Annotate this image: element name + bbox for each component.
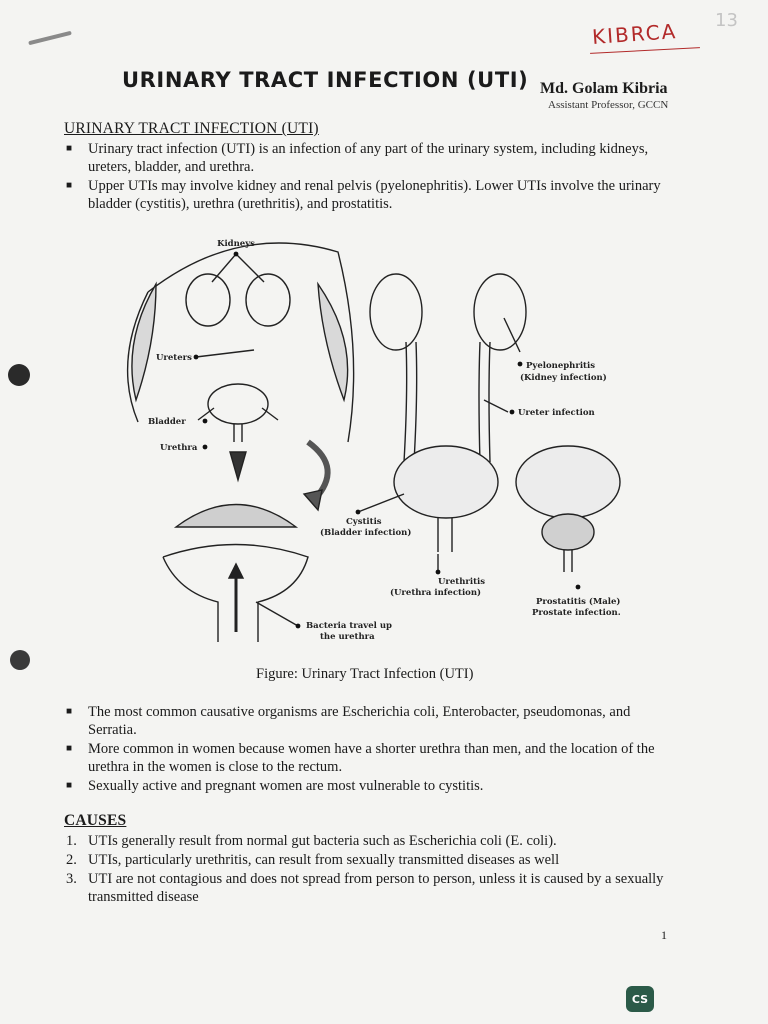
list-item: ■ More common in women because women have a shorter urethra than men, and the location of the urethra in the women is close to the rectum. <box>66 741 655 775</box>
bladder-right <box>394 446 498 518</box>
section-heading-causes: CAUSES <box>64 812 127 829</box>
label-urethra: Urethra <box>160 443 198 453</box>
bullet-icon: ■ <box>66 143 73 154</box>
list-item: ■ Upper UTIs may involve kidney and renal pelvis (pyelonephritis). Lower UTIs involve the urinary bladder (cystitis), urethra (urethritis), and prostatitis. <box>66 178 661 212</box>
list-item: 2. UTIs, particularly urethritis, can result from sexually transmitted diseases as well <box>66 852 560 868</box>
ureter-left <box>404 342 407 462</box>
document-title: URINARY TRACT INFECTION (UTI) <box>122 68 529 92</box>
ureter-right <box>479 342 480 462</box>
author-role: Assistant Professor, GCCN <box>548 99 669 111</box>
label-prostatitis-2: Prostate infection. <box>532 608 621 618</box>
figure-caption: Figure: Urinary Tract Infection (UTI) <box>256 666 474 682</box>
label-pyelonephritis: Pyelonephritis <box>526 361 595 371</box>
kidney-left-large <box>370 274 422 350</box>
list-item: ■ Sexually active and pregnant women are most vulnerable to cystitis. <box>66 778 484 794</box>
label-ureter-infection: Ureter infection <box>518 408 595 418</box>
punch-hole-top <box>8 364 30 386</box>
label-urethritis: Urethritis <box>438 577 486 587</box>
punch-hole-bottom <box>10 650 30 670</box>
staple-mark <box>28 31 72 46</box>
label-bacteria: Bacteria travel up <box>306 621 392 631</box>
bullet-icon: ■ <box>66 743 73 754</box>
bladder-small <box>208 384 268 424</box>
list-item: ■ Urinary tract infection (UTI) is an infection of any part of the urinary system, including kidneys, ureters, bladder, and urethra. <box>66 141 649 175</box>
label-ureters: Ureters <box>156 353 192 363</box>
page-number: 1 <box>661 928 667 942</box>
handwritten-underline <box>590 47 700 54</box>
uti-anatomy-figure <box>108 232 628 652</box>
causes-list <box>66 832 676 907</box>
label-bladder: Bladder <box>148 417 186 427</box>
label-kidneys: Kidneys <box>217 239 255 249</box>
bladder-prostate <box>516 446 620 518</box>
label-pyelonephritis-2: (Kidney infection) <box>520 373 607 383</box>
label-prostatitis: Prostatitis (Male) <box>536 597 621 607</box>
scanner-badge: CS <box>626 986 654 1012</box>
label-bacteria-2: the urethra <box>320 632 375 642</box>
intro-bullet-list <box>66 140 676 214</box>
list-item: 3. UTI are not contagious and does not spread from person to person, unless it is caused by a sexually transmitted disease <box>66 871 664 905</box>
bullet-icon: ■ <box>66 180 73 191</box>
kidney-right-small <box>246 274 290 326</box>
prostate <box>542 514 594 550</box>
right-lobe <box>318 284 348 400</box>
label-cystitis-2: (Bladder infection) <box>320 528 412 538</box>
bullet-icon: ■ <box>66 780 73 791</box>
urethra-funnel <box>230 452 246 480</box>
bullet-icon: ■ <box>66 706 73 717</box>
section-heading-uti: URINARY TRACT INFECTION (UTI) <box>64 120 319 137</box>
handwritten-note: KIBRCA <box>591 19 679 49</box>
bladder-large-top <box>176 505 296 528</box>
facts-bullet-list <box>66 703 676 796</box>
panel-outline <box>148 243 354 442</box>
kidney-right-large <box>474 274 526 350</box>
list-item: ■ The most common causative organisms are Escherichia coli, Enterobacter, pseudomonas, and Serratia. <box>66 704 631 738</box>
label-cystitis: Cystitis <box>346 517 382 527</box>
kidney-left-small <box>186 274 230 326</box>
margin-mark: 13 <box>715 10 738 31</box>
label-urethritis-2: (Urethra infection) <box>390 588 482 598</box>
author-name: Md. Golam Kibria <box>540 80 668 97</box>
ureter-left-inner <box>414 342 417 462</box>
list-item: 1. UTIs generally result from normal gut bacteria such as Escherichia coli (E. coli). <box>66 833 557 849</box>
